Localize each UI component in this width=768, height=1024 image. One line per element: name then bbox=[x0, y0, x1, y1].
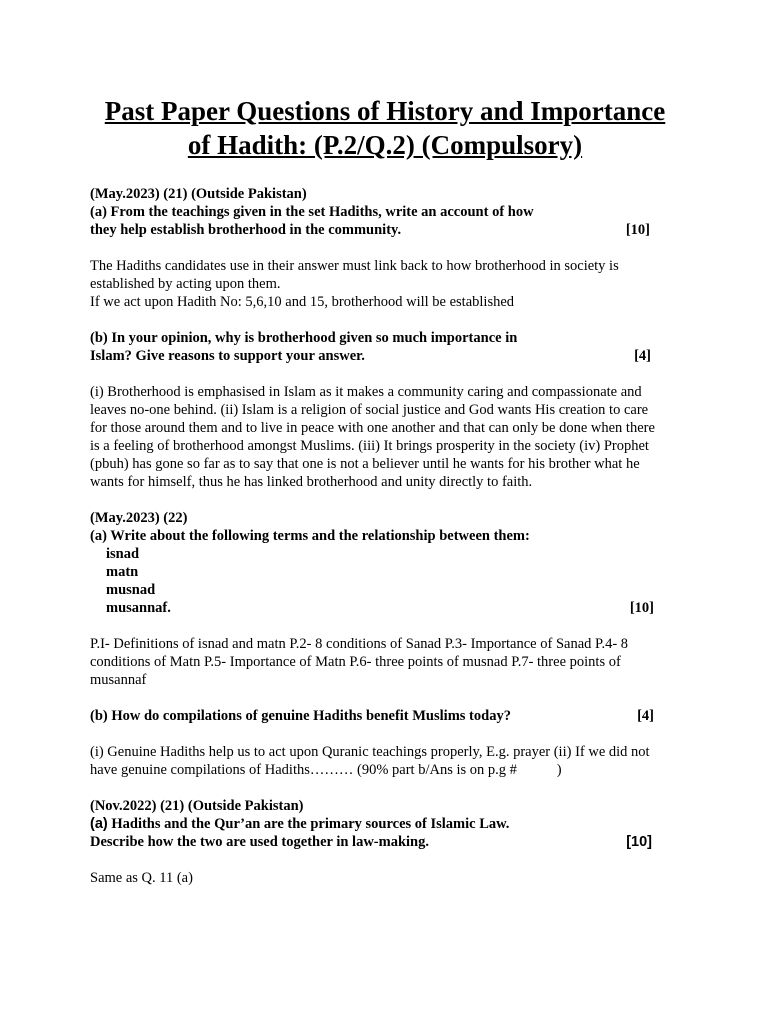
answer-b-line: is a feeling of brotherhood amongst Muslims. (iii) It brings prosperity in the society (iv) Prophet bbox=[90, 438, 649, 454]
term-item: matn bbox=[106, 564, 139, 580]
answer-b-line: (i) Brotherhood is emphasised in Islam as it makes a community caring and compassionate and bbox=[90, 384, 642, 400]
title-line-1: Past Paper Questions of History and Importance bbox=[104, 96, 666, 126]
answer-a-line: The Hadiths candidates use in their answer must link back to how brotherhood in society is bbox=[90, 258, 619, 274]
answer-a-line: P.I- Definitions of isnad and matn P.2- 8 conditions of Sanad P.3- Importance of Sanad P.4- 8 bbox=[90, 636, 629, 652]
answer-b-line: wants for himself, thus he has linked brotherhood and unity directly to faith. bbox=[90, 474, 533, 490]
marks-badge: [10] bbox=[625, 222, 650, 238]
question-a-line: they help establish brotherhood in the community. bbox=[90, 222, 402, 238]
question-a-line: (a) Write about the following terms and the relationship between them: bbox=[90, 528, 530, 544]
question-b-line: Islam? Give reasons to support your answer. bbox=[90, 348, 365, 364]
question-prefix: (a) bbox=[90, 816, 108, 832]
marks-badge: [4] bbox=[634, 348, 651, 364]
question-b-line: (b) In your opinion, why is brotherhood given so much importance in bbox=[90, 330, 518, 346]
title-line-2: of Hadith: (P.2/Q.2) (Compulsory) bbox=[187, 130, 583, 160]
page-title bbox=[90, 94, 680, 162]
term-item: isnad bbox=[106, 546, 140, 562]
answer-b bbox=[90, 383, 680, 491]
answer-a-line: established by acting upon them. bbox=[90, 276, 281, 292]
question-a-line: Describe how the two are used together in law-making. bbox=[90, 834, 429, 850]
section-may-2023-21 bbox=[90, 185, 680, 491]
answer-a-line: conditions of Matn P.5- Importance of Matn P.6- three points of musnad P.7- three points of bbox=[90, 654, 621, 670]
section-nov-2022-21 bbox=[90, 797, 680, 887]
answer-a-line: musannaf bbox=[90, 672, 147, 688]
section-header: (Nov.2022) (21) (Outside Pakistan) bbox=[90, 798, 304, 814]
answer-b-line: for those around them and to live in peace with one another and that can only be done when there bbox=[90, 420, 655, 436]
marks-badge: [10] bbox=[626, 834, 652, 850]
answer-b-line: leaves no-one behind. (ii) Islam is a religion of social justice and God wants His creation to care bbox=[90, 402, 649, 418]
document-page bbox=[90, 94, 680, 887]
answer-b-line: have genuine compilations of Hadiths……… (90% part b/Ans is on p.g # ) bbox=[90, 762, 562, 778]
term-item: musnad bbox=[106, 582, 156, 598]
question-b-line: (b) How do compilations of genuine Hadiths benefit Muslims today? bbox=[90, 708, 511, 724]
section-header: (May.2023) (22) bbox=[90, 510, 188, 526]
section-header: (May.2023) (21) (Outside Pakistan) bbox=[90, 186, 307, 202]
question-a-line: (a) From the teachings given in the set Hadiths, write an account of how bbox=[90, 204, 534, 220]
answer-b-line: (i) Genuine Hadiths help us to act upon Quranic teachings properly, E.g. prayer (ii) If we did not bbox=[90, 744, 650, 760]
section-may-2023-22 bbox=[90, 509, 680, 779]
question-a-text: Hadiths and the Qur’an are the primary sources of Islamic Law. bbox=[107, 816, 510, 832]
answer-text: Same as Q. 11 (a) bbox=[90, 870, 193, 886]
answer-b-line: (pbuh) has gone so far as to say that one is not a believer until he wants for his brother what he bbox=[90, 456, 640, 472]
marks-badge: [4] bbox=[637, 708, 654, 724]
marks-badge: [10] bbox=[629, 600, 654, 616]
term-item: musannaf. bbox=[106, 600, 171, 616]
question-a-line bbox=[90, 815, 680, 833]
answer-a-line: If we act upon Hadith No: 5,6,10 and 15, brotherhood will be established bbox=[90, 294, 515, 310]
